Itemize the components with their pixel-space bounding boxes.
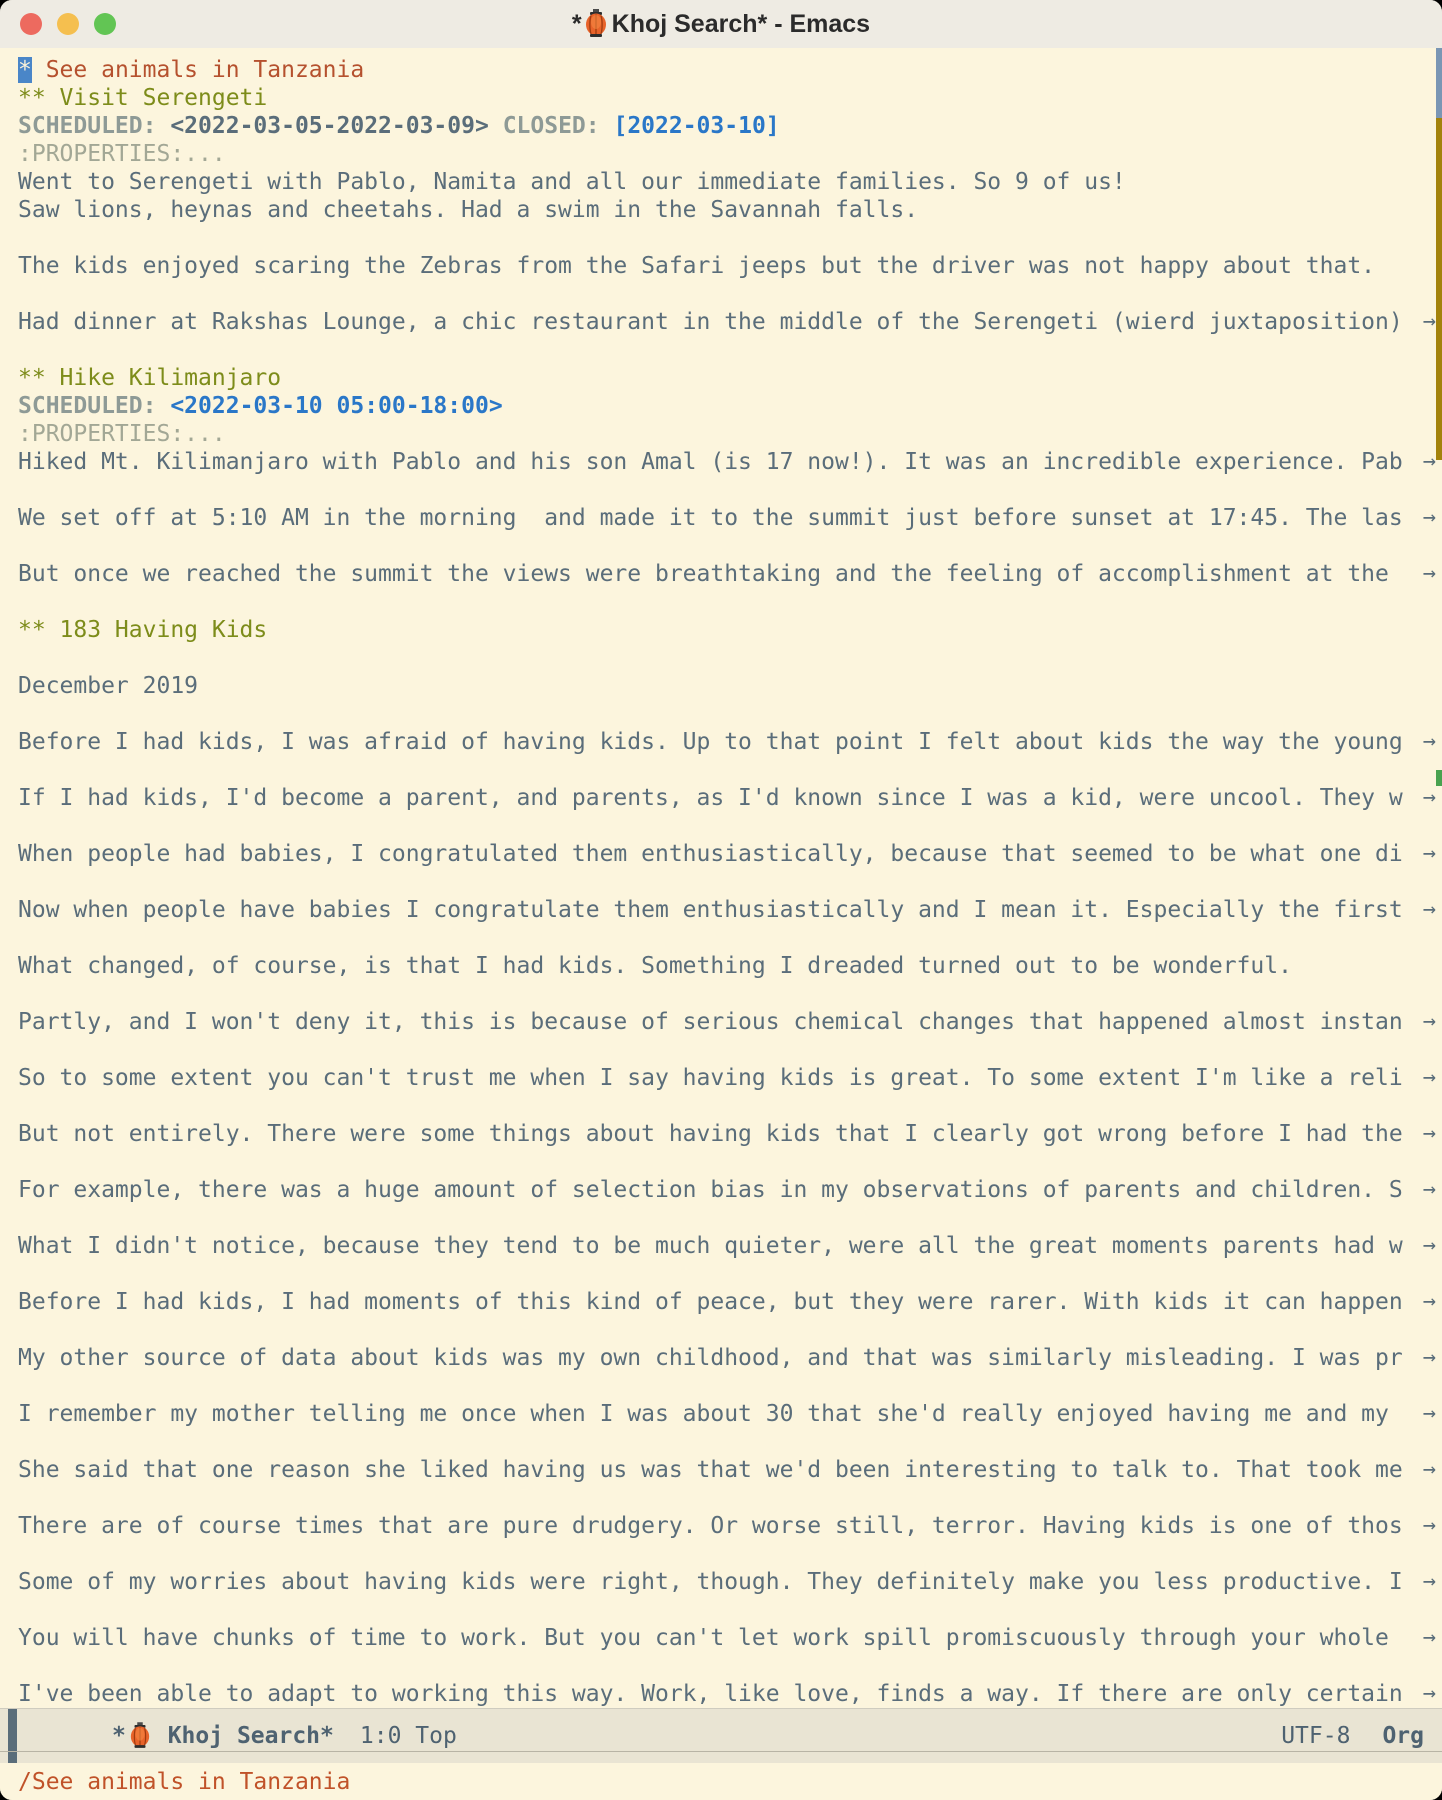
- truncation-arrow-icon: →: [1422, 785, 1436, 810]
- buffer-line[interactable]: [18, 168, 1442, 196]
- text-segment: See animals in Tanzania: [31, 57, 365, 83]
- text-segment: But once we reached the summit the views were breathtaking and the feeling of accomplishment at the: [18, 561, 1403, 587]
- truncation-arrow-icon: →: [1422, 1513, 1436, 1538]
- text-segment: She said that one reason she liked having us was that we'd been interesting to talk to. That took me: [18, 1457, 1403, 1483]
- buffer-line[interactable]: [18, 336, 1442, 364]
- minibuffer-search-input[interactable]: /See animals in Tanzania: [18, 1768, 351, 1795]
- truncation-arrow-icon: →: [1422, 1177, 1436, 1202]
- buffer-line[interactable]: [18, 1036, 1442, 1064]
- buffer-line[interactable]: [18, 112, 1442, 140]
- buffer-line[interactable]: [18, 812, 1442, 840]
- text-segment: Went to Serengeti with Pablo, Namita and all our immediate families. So 9 of us!: [18, 169, 1126, 195]
- text-segment: We set off at 5:10 AM in the morning and made it to the summit just before sunset at 17:45. The las: [18, 505, 1403, 531]
- buffer-line[interactable]: [18, 1456, 1442, 1484]
- text-segment: What I didn't notice, because they tend to be much quieter, were all the great moments parents had w: [18, 1233, 1403, 1259]
- minimize-button[interactable]: [57, 13, 79, 35]
- scrollbar[interactable]: [1436, 48, 1442, 1800]
- text-segment: I remember my mother telling me once when I was about 30 that she'd really enjoyed having me and my: [18, 1401, 1403, 1427]
- buffer-line[interactable]: [18, 196, 1442, 224]
- truncation-arrow-icon: →: [1422, 1625, 1436, 1650]
- buffer-line[interactable]: [18, 1008, 1442, 1036]
- buffer-line[interactable]: [18, 980, 1442, 1008]
- window-title-text: Khoj Search* - Emacs: [611, 9, 871, 38]
- scrollbar-segment[interactable]: [1436, 770, 1442, 786]
- buffer-line[interactable]: [18, 1512, 1442, 1540]
- truncation-arrow-icon: →: [1422, 1457, 1436, 1482]
- buffer-line[interactable]: [18, 1232, 1442, 1260]
- title-bar[interactable]: [0, 0, 1442, 49]
- buffer-line[interactable]: [18, 868, 1442, 896]
- truncation-arrow-icon: →: [1422, 449, 1436, 474]
- buffer-line[interactable]: [18, 1092, 1442, 1120]
- truncation-arrow-icon: →: [1422, 505, 1436, 530]
- buffer-line[interactable]: [18, 1260, 1442, 1288]
- truncation-arrow-icon: →: [1422, 1401, 1436, 1426]
- scrollbar-segment[interactable]: [1436, 48, 1442, 118]
- text-segment: But not entirely. There were some things about having kids that I clearly got wrong before I had the: [18, 1121, 1403, 1147]
- window-title: [572, 9, 870, 39]
- buffer-line[interactable]: [18, 1596, 1442, 1624]
- buffer-line[interactable]: [18, 644, 1442, 672]
- text-segment: <2022-03-05-2022-03-09>: [170, 113, 489, 139]
- buffer-line[interactable]: [18, 1176, 1442, 1204]
- buffer-line[interactable]: [18, 1540, 1442, 1568]
- buffer-line[interactable]: [18, 924, 1442, 952]
- buffer-line[interactable]: [18, 784, 1442, 812]
- buffer-line[interactable]: [18, 1344, 1442, 1372]
- buffer-line[interactable]: [18, 420, 1442, 448]
- buffer-lines: [18, 56, 1442, 1708]
- text-segment: Now when people have babies I congratulate them enthusiastically and I mean it. Especially the first: [18, 897, 1403, 923]
- text-segment: Saw lions, heynas and cheetahs. Had a swim in the Savannah falls.: [18, 197, 919, 223]
- truncation-arrow-icon: →: [1422, 1121, 1436, 1146]
- text-segment: ** Visit Serengeti: [18, 85, 268, 111]
- buffer-line[interactable]: [18, 476, 1442, 504]
- truncation-arrow-icon: →: [1422, 897, 1436, 922]
- buffer-line[interactable]: [18, 392, 1442, 420]
- zoom-button[interactable]: [94, 13, 116, 35]
- buffer-line[interactable]: [18, 140, 1442, 168]
- text-segment: Partly, and I won't deny it, this is because of serious chemical changes that happened almost instan: [18, 1009, 1403, 1035]
- buffer-line[interactable]: [18, 252, 1442, 280]
- truncation-arrow-icon: →: [1422, 1065, 1436, 1090]
- buffer-line[interactable]: [18, 1680, 1442, 1708]
- buffer-line[interactable]: [18, 308, 1442, 336]
- buffer-line[interactable]: [18, 1400, 1442, 1428]
- text-segment: You will have chunks of time to work. But you can't let work spill promiscuously through your whole: [18, 1625, 1403, 1651]
- text-segment: There are of course times that are pure drudgery. Or worse still, terror. Having kids is one of thos: [18, 1513, 1403, 1539]
- buffer-line[interactable]: [18, 84, 1442, 112]
- buffer-line[interactable]: [18, 1652, 1442, 1680]
- buffer-line[interactable]: [18, 504, 1442, 532]
- truncation-arrow-icon: →: [1422, 1569, 1436, 1594]
- buffer-line[interactable]: [18, 448, 1442, 476]
- buffer-line[interactable]: [18, 840, 1442, 868]
- text-segment: ** 183 Having Kids: [18, 617, 268, 643]
- text-segment: What changed, of course, is that I had kids. Something I dreaded turned out to be wonderful.: [18, 953, 1292, 979]
- buffer-line[interactable]: [18, 896, 1442, 924]
- buffer-line[interactable]: [18, 700, 1442, 728]
- buffer-line[interactable]: [18, 1624, 1442, 1652]
- modeline-position: 1:0 Top: [359, 1723, 457, 1749]
- buffer-line[interactable]: [18, 672, 1442, 700]
- close-button[interactable]: [20, 13, 42, 35]
- buffer-line[interactable]: [18, 1316, 1442, 1344]
- truncation-arrow-icon: →: [1422, 309, 1436, 334]
- buffer-line[interactable]: [18, 952, 1442, 980]
- modeline-right: [1281, 1723, 1424, 1749]
- modeline-buffer-rest: Khoj Search*: [153, 1723, 334, 1749]
- modeline-scroll-indicator[interactable]: [8, 1709, 17, 1764]
- buffer-line[interactable]: [18, 616, 1442, 644]
- text-segment: CLOSED:: [502, 113, 614, 139]
- buffer-line[interactable]: [18, 1288, 1442, 1316]
- truncation-arrow-icon: →: [1422, 1681, 1436, 1706]
- text-segment: So to some extent you can't trust me when I say having kids is great. To some extent I'm like a reli: [18, 1065, 1403, 1091]
- truncation-arrow-icon: →: [1422, 1345, 1436, 1370]
- truncation-arrow-icon: →: [1422, 1009, 1436, 1034]
- modeline-major-mode[interactable]: Org: [1382, 1723, 1424, 1749]
- text-segment: Before I had kids, I had moments of this kind of peace, but they were rarer. With kids it can happen: [18, 1289, 1403, 1315]
- text-segment: <2022-03-10 05:00-18:00>: [170, 393, 503, 419]
- modeline-buffer-name: [112, 1722, 457, 1750]
- text-cursor: *: [18, 57, 32, 83]
- truncation-arrow-icon: →: [1422, 729, 1436, 754]
- scrollbar-segment[interactable]: [1436, 118, 1442, 460]
- org-buffer[interactable]: [0, 48, 1442, 1708]
- text-segment: The kids enjoyed scaring the Zebras from the Safari jeeps but the driver was not happy about that.: [18, 253, 1376, 279]
- buffer-line[interactable]: [18, 588, 1442, 616]
- text-segment: December 2019: [18, 673, 199, 699]
- text-segment: SCHEDULED:: [18, 393, 171, 419]
- minibuffer[interactable]: [0, 1763, 1442, 1800]
- lantern-icon: [584, 9, 608, 39]
- text-segment: Had dinner at Rakshas Lounge, a chic restaurant in the middle of the Serengeti (wierd juxtaposition): [18, 309, 1403, 335]
- text-segment: When people had babies, I congratulated them enthusiastically, because that seemed to be what one di: [18, 841, 1403, 867]
- buffer-line[interactable]: [18, 756, 1442, 784]
- truncation-arrow-icon: →: [1422, 561, 1436, 586]
- text-segment: Some of my worries about having kids were right, though. They definitely make you less productive. I: [18, 1569, 1403, 1595]
- text-segment: If I had kids, I'd become a parent, and parents, as I'd known since I was a kid, were uncool. They w: [18, 785, 1403, 811]
- buffer-line[interactable]: [18, 1568, 1442, 1596]
- lantern-icon: [129, 1722, 151, 1750]
- buffer-line[interactable]: [18, 1372, 1442, 1400]
- buffer-line[interactable]: [18, 560, 1442, 588]
- mode-line: [0, 1708, 1442, 1763]
- text-segment: :PROPERTIES:...: [18, 141, 226, 167]
- text-segment: SCHEDULED:: [18, 113, 171, 139]
- buffer-line[interactable]: [18, 1148, 1442, 1176]
- text-segment: For example, there was a huge amount of selection bias in my observations of parents and children. S: [18, 1177, 1403, 1203]
- text-segment: Hiked Mt. Kilimanjaro with Pablo and his son Amal (is 17 now!). It was an incredible experience. Pab: [18, 449, 1403, 475]
- buffer-line[interactable]: [18, 1204, 1442, 1232]
- buffer-line[interactable]: [18, 1120, 1442, 1148]
- buffer-line[interactable]: [18, 280, 1442, 308]
- buffer-line[interactable]: [18, 1064, 1442, 1092]
- buffer-line[interactable]: [18, 364, 1442, 392]
- text-segment: ** Hike Kilimanjaro: [18, 365, 282, 391]
- text-segment: :PROPERTIES:...: [18, 421, 226, 447]
- buffer-line[interactable]: [18, 728, 1442, 756]
- buffer-line[interactable]: [18, 224, 1442, 252]
- text-segment: [489, 113, 503, 139]
- modeline-encoding: UTF-8: [1281, 1723, 1351, 1749]
- text-segment: Before I had kids, I was afraid of having kids. Up to that point I felt about kids the way the young: [18, 729, 1403, 755]
- truncation-arrow-icon: →: [1422, 1289, 1436, 1314]
- buffer-line[interactable]: [18, 532, 1442, 560]
- text-segment: My other source of data about kids was my own childhood, and that was similarly misleading. I was pr: [18, 1345, 1403, 1371]
- modeline-buffer-prefix: *: [112, 1723, 126, 1749]
- buffer-line[interactable]: [18, 1428, 1442, 1456]
- buffer-line[interactable]: [18, 56, 1442, 84]
- truncation-arrow-icon: →: [1422, 841, 1436, 866]
- truncation-arrow-icon: →: [1422, 1233, 1436, 1258]
- text-segment: [2022-03-10]: [613, 113, 780, 139]
- window-title-prefix: *: [571, 9, 582, 38]
- text-segment: I've been able to adapt to working this way. Work, like love, finds a way. If there are only certain: [18, 1681, 1403, 1707]
- buffer-line[interactable]: [18, 1484, 1442, 1512]
